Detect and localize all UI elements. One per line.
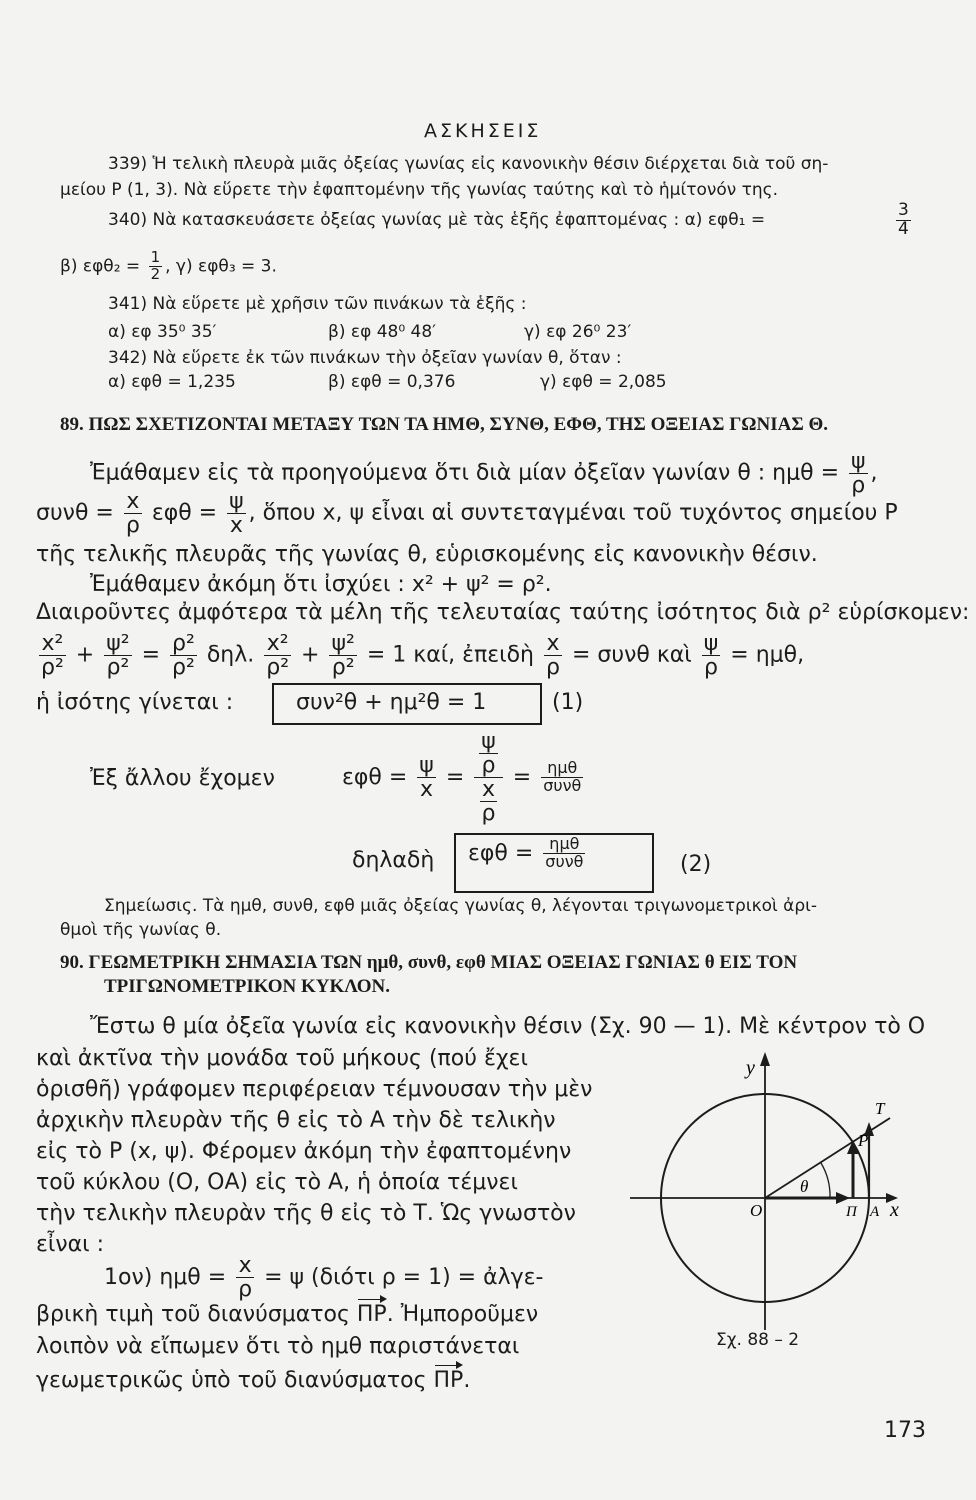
fraction-numerator: x²: [41, 631, 64, 656]
s90-p12-rest: .: [463, 1368, 471, 1393]
fraction-numerator: x: [238, 1253, 252, 1278]
exercise-340-line1: 340) Νὰ κατασκευάσετε ὀξείας γωνίας μὲ τὰς ἑξῆς ἐφαπτομένας : α) εφθ₁ =: [108, 210, 766, 230]
fraction-numerator: x: [126, 489, 140, 514]
dilad-text: δηλαδὴ: [352, 848, 435, 873]
fraction-denominator: ρ: [702, 655, 721, 679]
fraction-denominator: ρ²: [104, 655, 131, 679]
s90-p4: ἀρχικὴν πλευρὰν τῆς θ εἰς τὸ Α τὴν δὲ τελικὴν: [36, 1108, 556, 1133]
equation-label-2: (2): [680, 852, 712, 877]
compound-fraction: [474, 730, 503, 825]
note-line2: θμοὶ τῆς γωνίας θ.: [60, 920, 222, 940]
fraction-denominator: συνθ: [545, 851, 584, 871]
label-x: x: [890, 1199, 899, 1221]
fraction-denominator: ρ²: [172, 655, 195, 681]
s90-p10-text: βρικὴ τιμὴ τοῦ διανύσματος: [36, 1302, 350, 1327]
fraction-numerator: ψ: [481, 729, 496, 754]
equals-one-text: = 1 καί, ἐπειδὴ: [366, 642, 535, 668]
s90-p6: τοῦ κύκλου (Ο, ΟΑ) εἰς τὸ Α, ἡ ὁποία τέμνει: [36, 1170, 518, 1195]
exercise-341-a: α) εφ 35⁰ 35′: [108, 322, 217, 342]
s90-p12-text: γεωμετρικῶς ὑπὸ τοῦ διανύσματος: [36, 1368, 427, 1393]
cosine-label: συνθ =: [36, 500, 114, 526]
s90-p9-rest: = ψ (διότι ρ = 1) = ἀλγε-: [264, 1265, 544, 1291]
fraction-denominator: ρ: [849, 473, 868, 497]
figure-caption: Σχ. 88 – 2: [716, 1330, 800, 1350]
page-number: 173: [884, 1418, 926, 1443]
tangent-compound-equation: [342, 730, 586, 825]
s89-line5: Διαιροῦντες ἀμφότερα τὰ μέλη τῆς τελευταίας ταύτης ἰσότητος διὰ ρ² εὑρίσκομεν:: [36, 600, 970, 625]
fraction-denominator: συνθ: [543, 776, 582, 796]
fraction-denominator: ρ²: [266, 655, 290, 681]
s89-line1-text: Ἐμάθαμεν εἰς τὰ προηγούμενα ὅτι διὰ μίαν ὀξεῖαν γωνίαν θ : ημθ =: [90, 460, 840, 486]
label-theta: θ: [800, 1177, 809, 1196]
s90-p2: καὶ ἀκτῖνα τὴν μονάδα τοῦ μήκους (πού ἔχει: [36, 1046, 528, 1071]
section-90-heading-line2: ΤΡΙΓΩΝΟΜΕΤΡΙΚΟΝ ΚΥΚΛΟΝ.: [104, 976, 391, 997]
fraction-numerator: ψ: [851, 449, 866, 474]
s90-p9: [104, 1254, 543, 1301]
fraction-numerator: ημθ: [549, 834, 580, 853]
fraction-denominator: ρ: [125, 513, 140, 539]
tangent-label: εφθ =: [151, 500, 218, 526]
abbrev-dil: δηλ.: [206, 642, 255, 668]
exercise-340-line2: [60, 250, 277, 283]
exercise-342-c: γ) εφθ = 2,085: [540, 372, 667, 392]
fraction-denominator: x: [227, 513, 246, 537]
exercise-339-line2: μείου Ρ (1, 3). Νὰ εὕρετε τὴν ἐφαπτομένην τῆς γωνίας ταύτης καὶ τὸ ἡμίτονόν της.: [60, 180, 779, 200]
s89-line4: Ἐμάθαμεν ἀκόμη ὅτι ἰσχύει : x² + ψ² = ρ².: [90, 572, 552, 597]
fraction-numerator: ρ²: [172, 631, 195, 656]
y-axis-arrow: [760, 1052, 770, 1066]
vector-pi-rho: ΠΡ: [433, 1368, 464, 1393]
fraction-numerator: ψ²: [106, 631, 130, 656]
cosine-arrow: [836, 1192, 850, 1204]
note-line1: Σημείωσις. Τὰ ημθ, συνθ, εφθ μιᾶς ὀξείας γωνίας θ, λέγονται τριγωνομετρικοὶ ἀρι-: [104, 896, 818, 916]
s89-line8-text: Ἐξ ἄλλου ἔχομεν: [90, 766, 275, 791]
s89-line2: [36, 490, 898, 537]
equals-sign: =: [445, 765, 465, 791]
identity-formula: συν²θ + ημ²θ = 1: [296, 690, 487, 715]
label-Pi: Π: [846, 1204, 857, 1220]
equals-sign: =: [141, 642, 161, 668]
angle-arc: [821, 1163, 830, 1198]
exercise-340-c: , γ) εφθ₃ = 3.: [165, 256, 277, 277]
tangent-label: εφθ =: [342, 765, 408, 791]
exercise-342-b: β) εφθ = 0,376: [328, 372, 456, 392]
sine-label: 1ον) ημθ =: [104, 1265, 227, 1291]
s89-line2-rest: , ὅπου x, ψ εἶναι αἱ συντεταγμέναι τοῦ τυχόντος σημείου Ρ: [248, 500, 898, 526]
exercise-340-b: β) εφθ₂ =: [60, 256, 141, 277]
s90-p5: εἰς τὸ Ρ (x, ψ). Φέρομεν ἀκόμη τὴν ἐφαπτομένην: [36, 1139, 572, 1164]
s90-p10: [36, 1302, 538, 1327]
s89-line7-text: ἡ ἰσότης γίνεται :: [36, 690, 234, 715]
equation-label-1: (1): [552, 690, 584, 715]
fraction-numerator: ημθ: [547, 758, 578, 778]
label-A: A: [870, 1204, 880, 1220]
fraction-numerator: x²: [266, 631, 289, 656]
fraction-numerator: 3: [898, 200, 909, 220]
equals-sin-text: = ημθ,: [730, 642, 805, 668]
label-O: O: [750, 1201, 763, 1220]
s90-p7: τὴν τελικὴν πλευρὰν τῆς θ εἰς τὸ Τ. Ὡς γνωστὸν: [36, 1201, 576, 1226]
fraction-numerator: ψ: [703, 631, 719, 656]
s89-line6: [36, 632, 804, 679]
comma: ,: [870, 460, 878, 486]
tangent-label: εφθ =: [468, 840, 534, 866]
unit-circle-figure: [600, 1040, 930, 1340]
fraction-numerator: ψ: [229, 489, 244, 514]
fraction-denominator: 2: [150, 264, 161, 283]
exercise-342-a: α) εφθ = 1,235: [108, 372, 236, 392]
fraction-numerator: x: [546, 631, 560, 656]
fraction-denominator: ρ²: [329, 655, 356, 679]
s90-p10-rest: . Ἠμποροῦμεν: [386, 1302, 539, 1327]
equals-sign: =: [512, 765, 532, 791]
label-P: P: [858, 1131, 869, 1150]
fraction-denominator: ρ²: [41, 655, 64, 681]
fraction-numerator: ψ²: [331, 631, 355, 656]
s89-line3: τῆς τελικῆς πλευρᾶς τῆς γωνίας θ, εὑρισκομένης εἰς κανονικὴν θέσιν.: [36, 542, 818, 567]
s90-p11: λοιπὸν νὰ εἴπωμεν ὅτι τὸ ημθ παριστάνεται: [36, 1334, 520, 1359]
fraction-denominator: ρ: [481, 801, 496, 827]
label-y: y: [746, 1057, 755, 1079]
plus-sign: +: [75, 642, 95, 668]
fraction-denominator: ρ: [546, 655, 560, 681]
fraction-numerator: ψ: [419, 753, 434, 779]
section-90-heading-line1: 90. ΓΕΩΜΕΤΡΙΚΗ ΣΗΜΑΣΙΑ ΤΩΝ ημθ, συνθ, εφθ ΜΙΑΣ ΟΞΕΙΑΣ ΓΩΝΙΑΣ θ ΕΙΣ ΤΟΝ: [60, 952, 798, 973]
fraction-numerator: 1: [150, 248, 161, 266]
s90-p1: Ἔστω θ μία ὀξεῖα γωνία εἰς κανονικὴν θέσιν (Σχ. 90 — 1). Μὲ κέντρον τὸ Ο: [90, 1014, 926, 1039]
fraction-denominator: x: [417, 777, 436, 801]
exercise-341-b: β) εφ 48⁰ 48′: [328, 322, 437, 342]
exercise-340-a-fraction: [893, 202, 914, 239]
exercise-342-line1: 342) Νὰ εὕρετε ἐκ τῶν πινάκων τὴν ὀξεῖαν γωνίαν θ, ὅταν :: [108, 348, 622, 368]
s90-p3: ὁρισθῆ) γράφομεν περιφέρειαν τέμνουσαν τὴν μὲν: [36, 1077, 593, 1102]
vector-pi-rho: ΠΡ: [356, 1302, 387, 1327]
exercise-339-line1: 339) Ἡ τελικὴ πλευρὰ μιᾶς ὀξείας γωνίας εἰς κανονικὴν θέσιν διέρχεται διὰ τοῦ ση-: [108, 154, 829, 174]
fraction-denominator: 4: [898, 218, 909, 239]
fraction-numerator: x: [481, 777, 496, 803]
fraction-denominator: ρ: [479, 753, 498, 777]
section-89-heading: 89. ΠΩΣ ΣΧΕΤΙΖΟΝΤΑΙ ΜΕΤΑΞΥ ΤΩΝ ΤΑ ΗΜΘ, ΣΥΝΘ, ΕΦΘ, ΤΗΣ ΟΞΕΙΑΣ ΓΩΝΙΑΣ Θ.: [60, 414, 829, 435]
s90-p8: εἶναι :: [36, 1232, 104, 1257]
fraction-denominator: ρ: [238, 1277, 253, 1303]
equals-cos-text: = συνθ καὶ: [571, 642, 692, 668]
exercises-title: ΑΣΚΗΣΕΙΣ: [424, 120, 542, 142]
plus-sign: +: [301, 642, 320, 668]
tangent-box-formula: [468, 836, 588, 871]
label-T: T: [875, 1099, 885, 1118]
s90-p12: [36, 1368, 470, 1393]
exercise-341-line1: 341) Νὰ εὕρετε μὲ χρῆσιν τῶν πινάκων τὰ ἑξῆς :: [108, 294, 527, 314]
exercise-341-c: γ) εφ 26⁰ 23′: [524, 322, 632, 342]
